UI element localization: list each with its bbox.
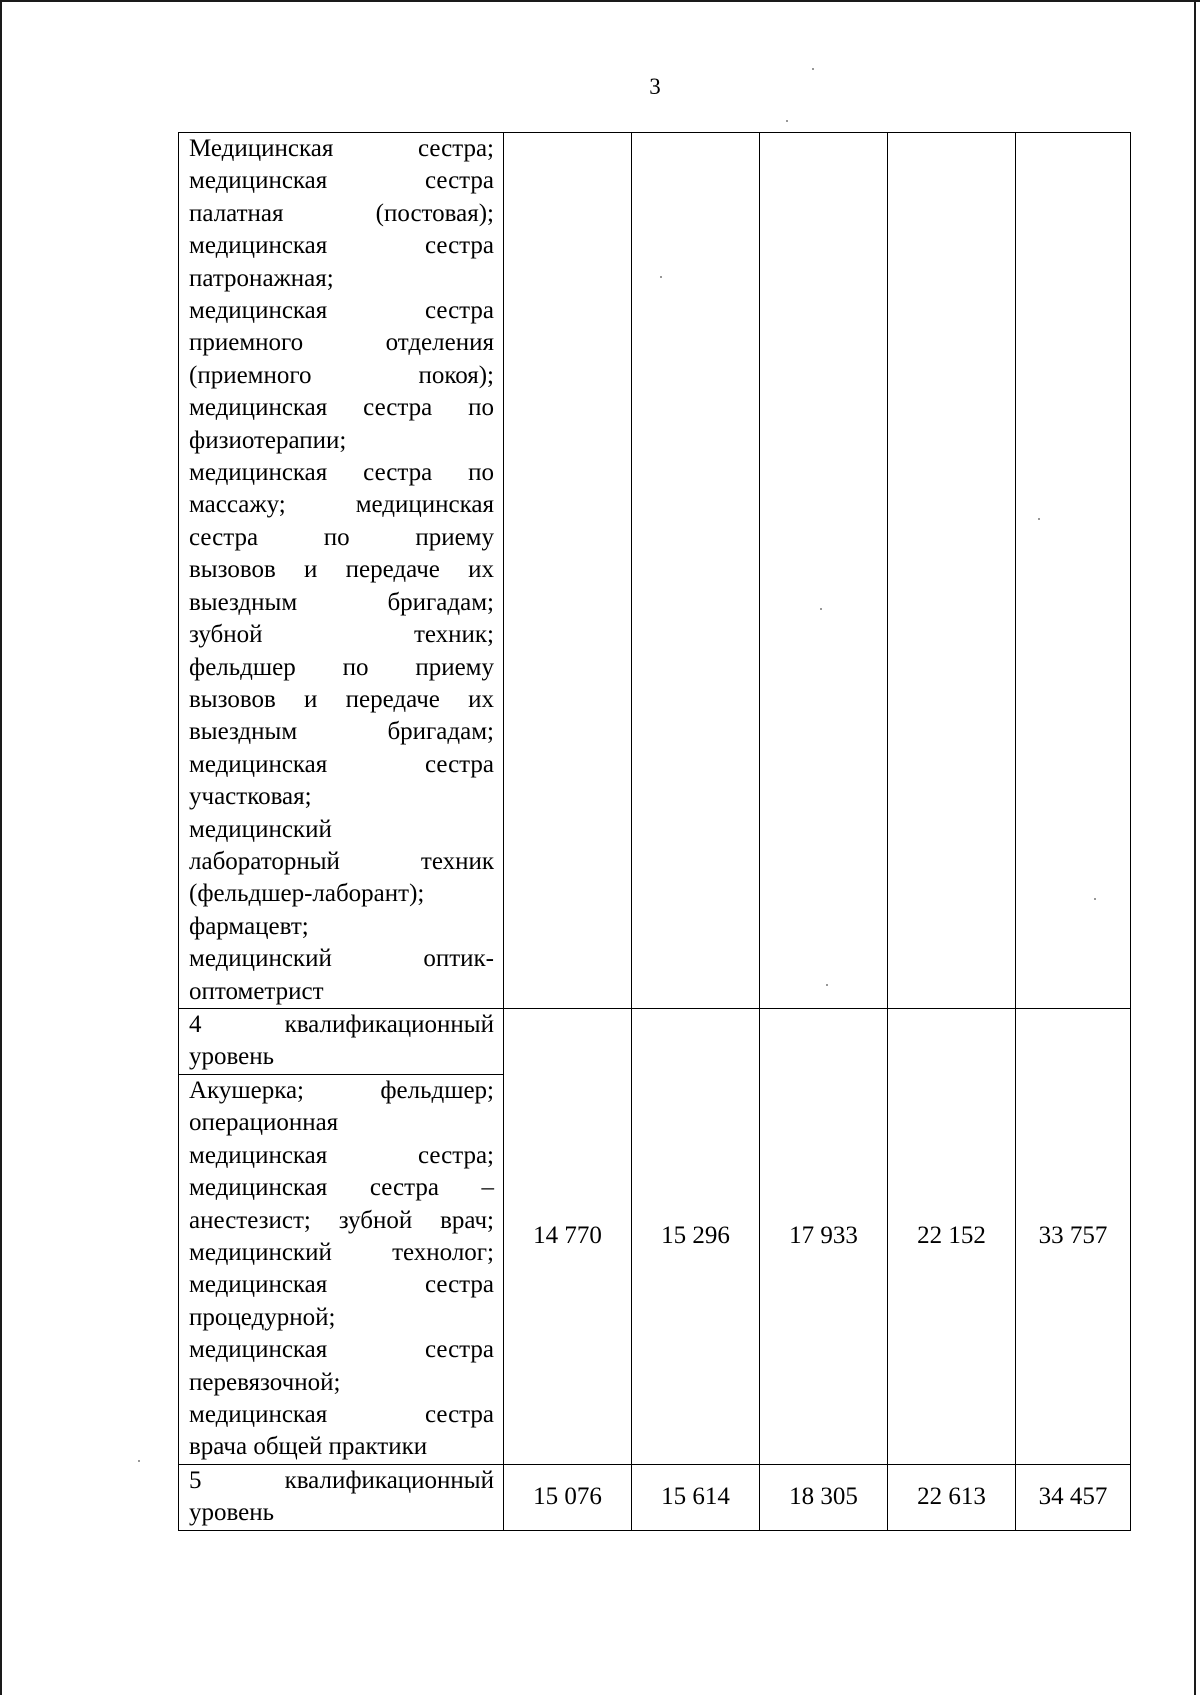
text-line: медицинская сестра	[189, 297, 494, 325]
text-line: оптометрист	[189, 977, 324, 1005]
salary-cell	[632, 133, 760, 1009]
text-line: медицинский оптик-	[189, 945, 494, 973]
text-line: Медицинская сестра;	[189, 135, 494, 162]
text-line: медицинская сестра	[189, 750, 494, 778]
table-row	[179, 1009, 1131, 1075]
text-line: уровень	[189, 1043, 275, 1071]
qualification-level-cell	[179, 1465, 504, 1531]
scan-speck	[826, 984, 828, 986]
text-line: уровень	[189, 1499, 275, 1527]
text-line: массажу; медицинская	[189, 491, 494, 519]
text-line: медицинская сестра –	[189, 1174, 494, 1202]
scan-speck	[820, 608, 822, 610]
scan-speck	[1038, 518, 1040, 520]
text-line: выездным бригадам;	[189, 588, 494, 616]
text-line: вызовов и передаче их	[189, 556, 494, 584]
table-row	[179, 1465, 1131, 1531]
text-line: вызовов и передаче их	[189, 685, 494, 713]
position-list-cell	[179, 1075, 504, 1465]
scan-speck	[786, 120, 788, 122]
text-line: фармацевт;	[189, 912, 309, 940]
text-line: операционная	[189, 1109, 339, 1137]
salary-cell	[504, 133, 632, 1009]
text-line: медицинская сестра	[189, 1401, 494, 1429]
text-line: сестра по приему	[189, 523, 494, 551]
text-line: врача общей практики	[189, 1433, 428, 1461]
scan-edge-right	[1194, 0, 1196, 1695]
text-line: медицинская сестра по	[189, 459, 494, 487]
text-line: лабораторный техник	[189, 847, 494, 875]
salary-cell: 22 152	[888, 1009, 1016, 1465]
text-line: Акушерка; фельдшер;	[189, 1077, 494, 1104]
scan-speck	[1094, 898, 1096, 900]
text-line: медицинская сестра	[189, 1271, 494, 1299]
salary-cell	[1016, 133, 1131, 1009]
salary-cell: 15 614	[632, 1465, 760, 1531]
text-line: 4 квалификационный	[189, 1011, 494, 1038]
text-line: участковая;	[189, 783, 312, 811]
text-line: медицинский	[189, 815, 332, 843]
page-number: 3	[649, 74, 661, 99]
qualification-level-cell	[179, 1009, 504, 1075]
salary-cell: 15 076	[504, 1465, 632, 1531]
text-line: анестезист; зубной врач;	[189, 1206, 494, 1234]
salary-cell: 15 296	[632, 1009, 760, 1465]
text-line: зубной техник;	[189, 621, 494, 649]
text-line: палатная (постовая);	[189, 199, 494, 227]
salary-cell	[888, 133, 1016, 1009]
text-line: медицинская сестра	[189, 167, 494, 195]
text-line: выездным бригадам;	[189, 718, 494, 746]
position-list-cell	[179, 133, 504, 1009]
text-line: медицинский технолог;	[189, 1239, 494, 1267]
scan-edge-left	[0, 0, 2, 1695]
salary-cell: 34 457	[1016, 1465, 1131, 1531]
text-line: медицинская сестра;	[189, 1141, 494, 1169]
salary-cell: 17 933	[760, 1009, 888, 1465]
text-line: процедурной;	[189, 1303, 336, 1331]
salary-cell: 18 305	[760, 1465, 888, 1531]
table-row	[179, 133, 1131, 1009]
scan-edge-top	[0, 0, 1200, 2]
salary-cell: 33 757	[1016, 1009, 1131, 1465]
text-line: приемного отделения	[189, 329, 494, 357]
text-line: (приемного покоя);	[189, 361, 494, 389]
scan-speck	[138, 1460, 140, 1462]
text-line: (фельдшер-лаборант);	[189, 880, 425, 908]
text-line: медицинская сестра	[189, 232, 494, 260]
text-line: медицинская сестра по	[189, 394, 494, 422]
text-line: патронажная;	[189, 264, 334, 292]
salary-table	[178, 132, 1131, 1531]
text-line: физиотерапии;	[189, 426, 347, 454]
salary-cell: 22 613	[888, 1465, 1016, 1531]
text-line: перевязочной;	[189, 1368, 341, 1396]
scan-speck	[660, 276, 662, 278]
salary-cell	[760, 133, 888, 1009]
text-line: фельдшер по приему	[189, 653, 494, 681]
salary-cell: 14 770	[504, 1009, 632, 1465]
text-line: медицинская сестра	[189, 1336, 494, 1364]
text-line: 5 квалификационный	[189, 1467, 494, 1494]
scan-speck	[812, 68, 814, 70]
